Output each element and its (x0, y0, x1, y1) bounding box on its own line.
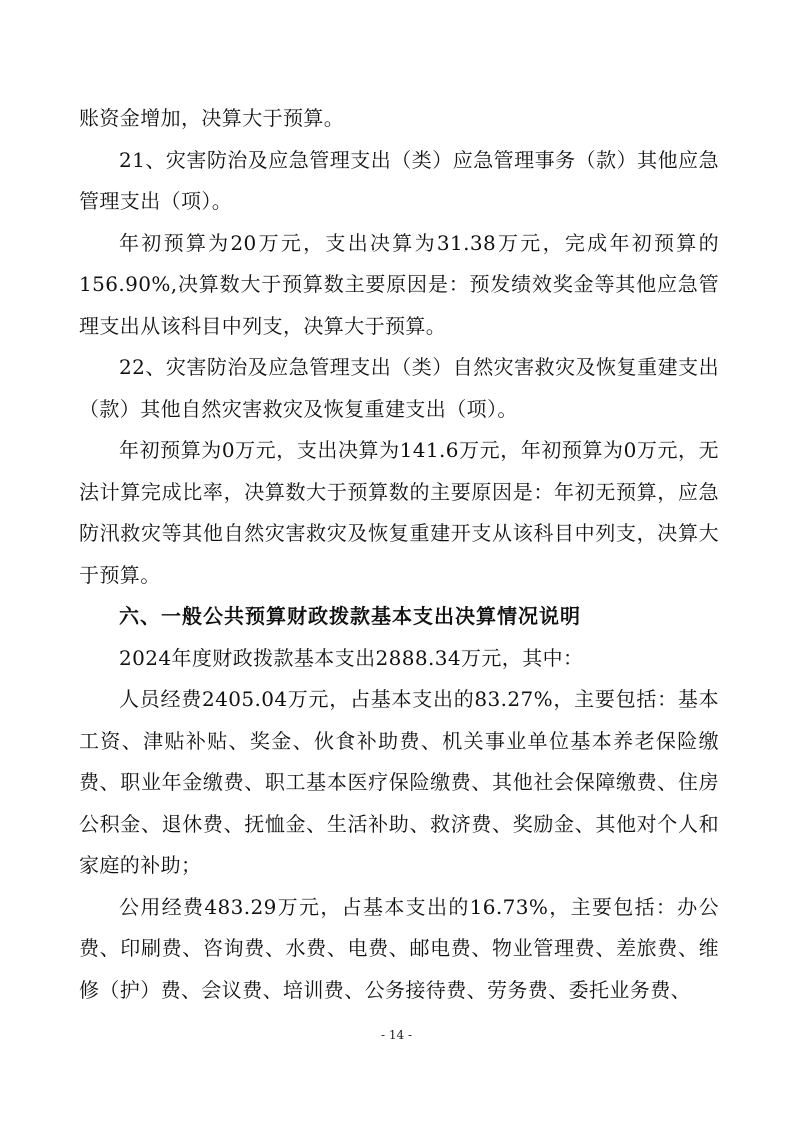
paragraph-item-22-detail: 年初预算为0万元，支出决算为141.6万元，年初预算为0万元，无法计算完成比率，决算数大于预算数的主要原因是：年初无预算，应急防汛救灾等其他自然灾害救灾及恢复重建开支从该科目中列支，决算大于预算。 (79, 438, 719, 587)
paragraph-public-expenses: 公用经费483.29万元，占基本支出的16.73%，主要包括：办公费、印刷费、咨询费、水费、电费、邮电费、物业管理费、差旅费、维修（护）费、会议费、培训费、公务接待费、劳务费、委托业务费、 (79, 894, 719, 1002)
paragraph-item-21-title: 21、灾害防治及应急管理支出（类）应急管理事务（款）其他应急管理支出（项）。 (79, 147, 719, 213)
page-number: - 14 - (380, 1028, 412, 1042)
section-heading-6: 六、一般公共预算财政拨款基本支出决算情况说明 (119, 604, 581, 628)
paragraph-item-21-detail: 年初预算为20万元，支出决算为31.38万元，完成年初预算的156.90%,决算数大于预算数主要原因是：预发绩效奖金等其他应急管理支出从该科目中列支，决算大于预算。 (79, 230, 719, 338)
paragraph-continuation: 账资金增加，决算大于预算。 (79, 106, 345, 130)
body-text (79, 98, 719, 1011)
paragraph-basic-expenditure-total: 2024年度财政拨款基本支出2888.34万元，其中： (119, 645, 584, 670)
paragraph-item-22-title: 22、灾害防治及应急管理支出（类）自然灾害救灾及恢复重建支出（款）其他自然灾害救灾及恢复重建支出（项）。 (79, 355, 719, 421)
paragraph-personnel-expenses: 人员经费2405.04万元，占基本支出的83.27%，主要包括：基本工资、津贴补贴、奖金、伙食补助费、机关事业单位基本养老保险缴费、职业年金缴费、职工基本医疗保险缴费、其他社会保障缴费、住房公积金、退休费、抚恤金、生活补助、救济费、奖励金、其他对个人和家庭的补助； (79, 687, 719, 877)
